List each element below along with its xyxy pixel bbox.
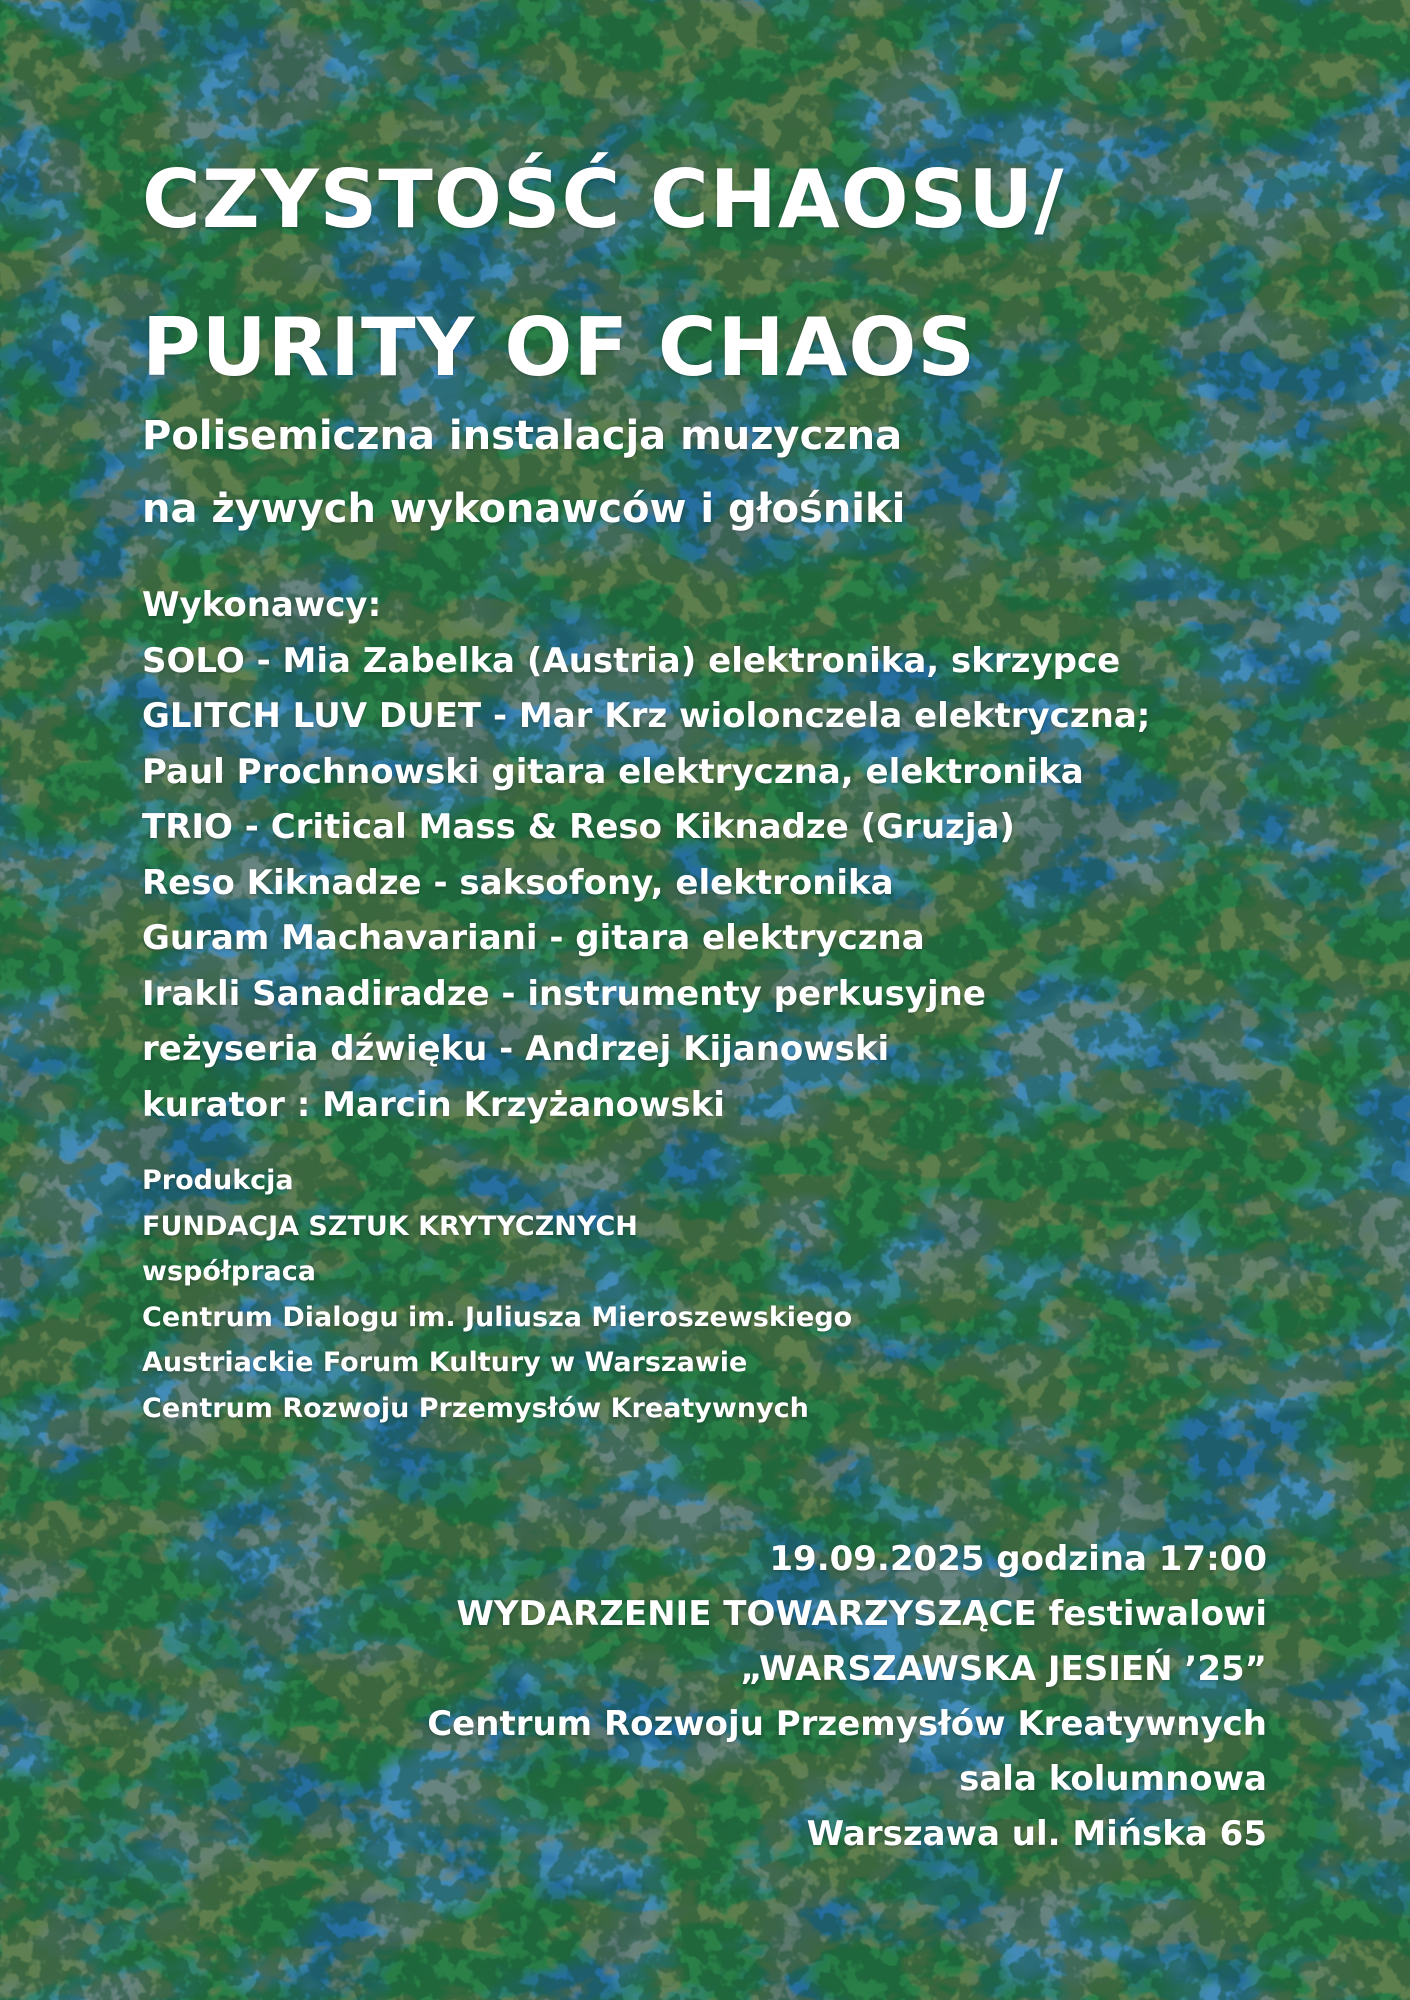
performers-heading: Wykonawcy: <box>142 585 382 625</box>
subtitle-line-1: Polisemiczna instalacja muzyczna <box>142 413 903 459</box>
performer-line: TRIO - Critical Mass & Reso Kiknadze (Gruzja) <box>142 807 1015 847</box>
performer-line: GLITCH LUV DUET - Mar Krz wiolonczela elektryczna; <box>142 696 1151 736</box>
performer-line: Guram Machavariani - gitara elektryczna <box>142 918 925 958</box>
festival-name: „WARSZAWSKA JESIEŃ ’25” <box>740 1649 1267 1689</box>
subtitle-line-2: na żywych wykonawców i głośniki <box>142 486 906 532</box>
performer-line: Irakli Sanadiradze - instrumenty perkusyjne <box>142 973 986 1014</box>
cooperation-heading: współpraca <box>142 1256 316 1287</box>
partner-line: Centrum Dialogu im. Juliusza Mieroszewskiego <box>142 1301 853 1333</box>
performer-line: Paul Prochnowski gitara elektryczna, elektronika <box>142 751 1084 792</box>
partner-line: Centrum Rozwoju Przemysłów Kreatywnych <box>142 1392 809 1424</box>
event-address: Warszawa ul. Mińska 65 <box>806 1814 1267 1854</box>
title-line-1: CZYSTOŚĆ CHAOSU/ <box>142 153 1065 246</box>
production-heading: Produkcja <box>142 1165 294 1196</box>
production-section <box>142 1158 852 1431</box>
event-accompanying: WYDARZENIE TOWARZYSZĄCE festiwalowi <box>456 1594 1267 1634</box>
event-datetime: 19.09.2025 godzina 17:00 <box>769 1539 1267 1579</box>
event-room: sala kolumnowa <box>959 1759 1267 1799</box>
performer-line: SOLO - Mia Zabelka (Austria) elektronika, skrzypce <box>142 640 1121 681</box>
title-line-2: PURITY OF CHAOS <box>142 301 977 394</box>
performer-line: kurator : Marcin Krzyżanowski <box>142 1084 725 1125</box>
performers-section <box>142 578 1150 1133</box>
event-info-section <box>427 1532 1267 1862</box>
partner-line: Austriackie Forum Kultury w Warszawie <box>142 1347 748 1378</box>
performer-line: reżyseria dźwięku - Andrzej Kijanowski <box>142 1029 890 1069</box>
performer-line: Reso Kiknadze - saksofony, elektronika <box>142 862 894 903</box>
event-venue: Centrum Rozwoju Przemysłów Kreatywnych <box>427 1704 1267 1744</box>
producer-name: FUNDACJA SZTUK KRYTYCZNYCH <box>142 1210 638 1242</box>
